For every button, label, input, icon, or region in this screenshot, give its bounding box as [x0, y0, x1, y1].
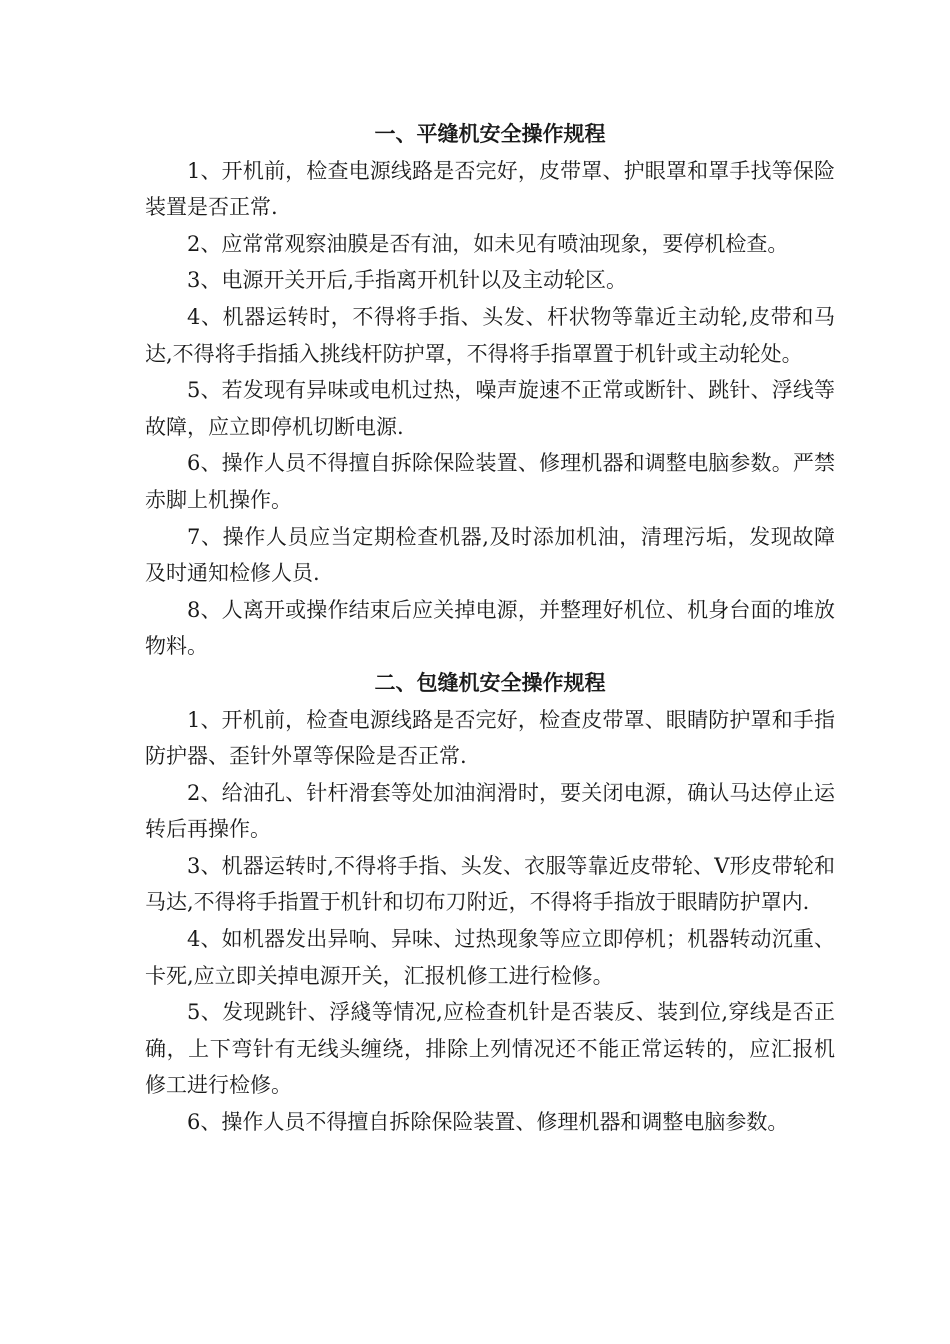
- rule-item: 4、机器运转时，不得将手指、头发、杆状物等靠近主动轮,皮带和马达,不得将手指插入挑线杆防护罩，不得将手指罩置于机针或主动轮处。: [145, 304, 835, 366]
- rule-item: 1、开机前，检查电源线路是否完好，皮带罩、护眼罩和罩手找等保险装置是否正常.: [145, 158, 835, 220]
- rule-item: 4、如机器发出异响、异味、过热现象等应立即停机；机器转动沉重、卡死,应立即关掉电源开关，汇报机修工进行检修。: [145, 927, 835, 988]
- rule-item: 3、机器运转时,不得将手指、头发、衣服等靠近皮带轮、V形皮带轮和马达,不得将手指置于机针和切布刀附近，不得将手指放于眼睛防护罩内.: [145, 853, 835, 915]
- rule-item: 7、操作人员应当定期检查机器,及时添加机油，清理污垢，发现故障及时通知检修人员.: [145, 524, 835, 586]
- rule-item: 2、给油孔、针杆滑套等处加油润滑时，要关闭电源，确认马达停止运转后再操作。: [145, 780, 835, 842]
- rule-item: 2、应常常观察油膜是否有油，如未见有喷油现象，要停机检查。: [187, 231, 789, 256]
- section-title-overlock: 二、包缝机安全操作规程: [374, 669, 606, 695]
- document-page: [145, 116, 835, 1141]
- rule-item: 6、操作人员不得擅自拆除保险装置、修理机器和调整电脑参数。: [187, 1110, 789, 1135]
- rule-item: 1、开机前，检查电源线路是否完好，检查皮带罩、眼睛防护罩和手指防护器、歪针外罩等保险是否正常.: [145, 707, 835, 769]
- rule-item: 8、人离开或操作结束后应关掉电源，并整理好机位、机身台面的堆放物料。: [145, 597, 835, 659]
- rule-item: 5、发现跳针、浮綫等情况,应检查机针是否装反、装到位,穿线是否正确，上下弯针有无线头缠绕，排除上列情况还不能正常运转的，应汇报机修工进行检修。: [145, 1000, 835, 1098]
- section-title-flat-seamer: 一、平缝机安全操作规程: [374, 121, 606, 146]
- rule-item: 3、电源开关开后,手指离开机针以及主动轮区。: [187, 268, 628, 293]
- rule-item: 6、操作人员不得擅自拆除保险装置、修理机器和调整电脑参数。严禁赤脚上机操作。: [145, 451, 835, 512]
- rule-item: 5、若发现有异味或电机过热，噪声旋速不正常或断针、跳针、浮线等故障，应立即停机切断电源.: [145, 378, 835, 439]
